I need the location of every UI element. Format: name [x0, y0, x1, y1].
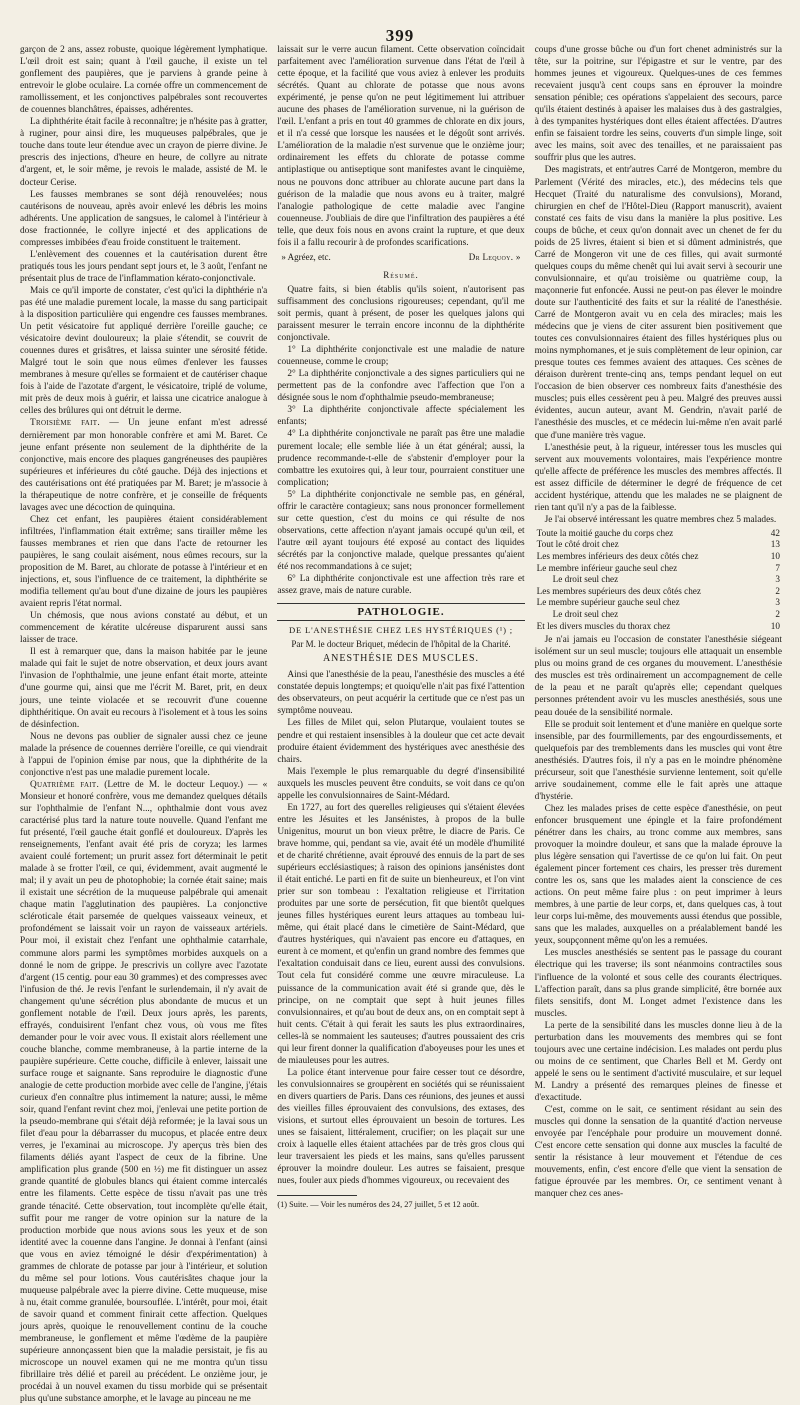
paragraph: Quatre faits, si bien établis qu'ils soient, n'autorisent pas suffisamment des conclusions rigoureuses; cependant, qu'il me soit permis, quant à présent, de poser les quelques jalons qui paraissent mesurer le terrain encore inconnu de la diphthérite conjonctivale.	[277, 284, 525, 344]
case-heading: Troisième fait.	[30, 418, 100, 429]
table-row	[535, 586, 782, 598]
table-row	[535, 551, 782, 563]
signoff-author: Dr Lequoy. »	[468, 251, 521, 262]
letter-signoff	[281, 251, 520, 263]
table-row	[535, 597, 782, 609]
paragraph: Mais l'exemple le plus remarquable du degré d'insensibilité auxquels les muscles peuvent être conduits, se voit dans ce qu'on appelle les convulsionnaires de Saint-Médard.	[277, 766, 525, 801]
paragraph: L'anesthésie peut, à la rigueur, intéresser tous les muscles qui servent aux mouvements volontaires, mais l'expérience montre qu'elle affecte de préférence les muscles des membres affectés. Il est assez difficile de déterminer le degré de fréquence de cet accident hystérique, attendu que les malades ne se plaignent de rien tant qu'il n'y a pas de la faiblesse.	[534, 442, 782, 513]
article-subhead: DE L'ANESTHÉSIE CHEZ LES HYSTÉRIQUES (¹) ;	[289, 625, 513, 636]
table-cell-value: 13	[770, 539, 780, 550]
list-item: 6° La diphthérite conjonctivale est une affection très rare et assez grave, mais de nature curable.	[277, 574, 525, 597]
paragraph: Les muscles anesthésiés se sentent pas le passage du courant électrique qui les traverse; ils sont néanmoins contractiles sous l'influence de la volonté et sous celle des courants électriques. L'affection paraît, dans sa plus grande simplicité, être bornée aux filets sensitifs, dont M. Longet admet l'existence dans les muscles.	[534, 948, 782, 1019]
article-title: ANESTHÉSIE DES MUSCLES.	[322, 653, 480, 665]
paragraph: La police étant intervenue pour faire cesser tout ce désordre, les convulsionnaires se groupèrent en sociétés qui se réunissaient en divers quartiers de Paris. Dans ces réunions, des jeunes et aussi des vieilles filles éprouvaient des convulsions, des extases, des visions, et surtout elles éprouvaient un besoin de tortures. Les unes se faisaient, littéralement, crucifier; on les plaçait sur une croix à laquelle elles étaient attachées par de très gros clous qui leur traversaient les pieds et les mains, sans qu'elles parussent éprouver la moindre douleur. Les autres se faisaient, presque nues, fouler aux pieds d'hommes vigoureux, ou recevaient des	[277, 1067, 525, 1187]
table-cell-label: Tout le côté droit chez	[536, 539, 619, 550]
list-item: 1° La diphthérite conjonctivale est une maladie de nature couenneuse, comme le croup;	[277, 345, 525, 368]
table-cell-value: 42	[770, 527, 780, 538]
paragraph-text: — Un jeune enfant m'est adressé dernièrement par mon honorable confrère et ami M. Baret. Ce jeune enfant présente non seulement de la diphthérite de la conjonctive, mais encore des plaques gangréneuses des paupières supérieures et inférieures du côté gauche. Déjà des injections et des cautérisations ont été pratiquées par M. Baret; je m'associe à la thérapeutique de notre confrère, et je conseille de fréquents lavages avec une décoction de quinquina.	[20, 418, 268, 513]
paragraph: Chez les malades prises de cette espèce d'anesthésie, on peut enfoncer brusquement une épingle et la faire profondément pénétrer dans les chairs, au tronc comme aux membres, sans provoquer la moindre douleur, et sans que la malade éprouve la plus légère sensation qui l'avertisse de ce qu'on lui fait. On peut également pincer fortement ces chairs, les presser très durement contre les os, sans que les malades aient la conscience de ces actions. On peut même faire plus : on peut imprimer à leurs membres, à une partie de leur corps, et, dans quelques cas, à tout leur corps lui-même, des mouvements aussi étendus que possible, sans que les malades, auxquelles on a préalablement bandé les yeux, soupçonnent même qu'on les a remuées.	[534, 803, 782, 947]
paragraph: Je l'ai observé intéressant les quatre membres chez 5 malades.	[544, 514, 777, 525]
paragraph-text: (Lettre de M. le docteur Lequoy.) — « Monsieur et honoré confrère, vous me demandez quelques détails sur l'ophthalmie de l'enfant N..., ophthalmie dont vous avez caractérisé plus tard la nature toute nouvelle. Quand l'enfant me fut présenté, l'œil gauche était gonflé et douloureux. D'après les renseignements, l'enfant avait été pris de coryza; les larmes avaient coulé fortement; un prurit assez fort déterminait le petit malade à se frotter l'œil, ce qui, évidemment, avait augmenté le mal; il y avait un peu de photophobie; la cornée était saine; mais il existait une sécrétion de la muqueuse palpébrale qui amenait chaque matin l'agglutination des paupières. La conjonctive scléroticale était parsemée de quelques vaisseaux veineux, et profondément se laissait voir un rayon de vaisseaux artériels. Pour moi, il existait chez l'enfant une ophthalmie catarrhale, commune alors parmi les symptômes morbides auxquels on a donné le nom de grippe. Je prescrivis un collyre avec l'azotate d'argent (15 centig. pour eau 30 grammes) et des compresses avec l'infusion de thé. Je revis l'enfant le surlendemain, il n'y avait de changement qu'une sécrétion plus abondante de mucus et un gonflement notable de l'œil. Deux jours après, les parents, effrayés, conduisirent l'enfant chez vous, où vous me fîtes demander pour le voir avec vous. Il existait alors réellement une couche blanche, comme membraneuse, à la partie interne de la paupière supérieure. Cette couche, difficile à enlever, laissait une surface rouge et saignante. Sans reproduire le diagnostic d'une analogie de cette production morbide avec celle de l'angine, j'étais curieux d'en connaître plus intimement la nature; aussi, le même soir, quand l'enfant revint chez moi, j'enlevai une petite portion de la pseudo-membrane qui s'était déjà reformée; je la lavai sous un filet d'eau pour la débarrasser du mucopus, et placée entre deux verres, je l'examinai au microscope. J'y aperçus très bien des filaments déliés ayant l'aspect de ceux de la fibrine. Une amplification plus grande (500 en ½) me fit distinguer un assez grande quantité de globules blancs qui étaient comme intercalés entre les filaments. Cette espèce de tissu n'avait pas une très grande ténacité. Cette observation, tout incomplète qu'elle était, suffit pour me ranger de votre opinion sur la nature de la production morbide que nous avions sous les yeux et de son identité avec la couenne dans l'angine. Je donnai à l'enfant (ainsi que vous en aviez témoigné le désir d'expérimentation) à grammes de chlorate de potasse par jour à l'intérieur, et solution du même sel pour lotions. Vous cautérisâtes chaque jour la muqueuse palpébrale avec la pierre divine. Cette muqueuse, mise à nu, était comme granulée, boursouflée. L'intérêt, pour moi, était de savoir quand et comment finirait cette affection. Quelques jours après, quoique le renouvellement continu de la couche membraneuse, le gonflement et même l'œdème de la paupière supérieure annonçassent bien que la maladie persistait, je fis au microscope un nouvel examen qui ne me montra qu'un tissu fibrillaire très délié et pareil au précédent. Le onzième jour, je procédai à un nouvel examen du tissu morbide qui se présentait plus qu'une substance amorphe, et le lavage au pinceau ne me	[20, 779, 268, 1405]
table-cell-label: Et les divers muscles du thorax chez	[536, 620, 671, 631]
paragraph: Des magistrats, et entr'autres Carré de Montgeron, membre du Parlement (Vérité des miracles, etc.), des médecins tels que Hecquet (Traité du naturalisme des convulsions), Morand, chirurgien en chef de l'Hôtel-Dieu (Rapport manuscrit), avaient constaté ces faits de visu dans la manière la plus positive. Les coups de bûche, et ceux qu'on donnait avec un chenet de fer du poids de 25 livres, étaient si bien et si dûment administrés, que Carré de Mongeron vit une de ces filles, qui avait surmonté quelques coups du même chenêt qui lui avait servi à secourir une convulsionnaire, et qu'au troisième ou quatrième coup, la maçonnerie fut enfoncée. Aussi ne peut-on pas élever le moindre doute sur l'authenticité des faits et sur la réalité de l'anesthésie. Carré de Montgeron avait vu en cela des miracles; mais les médecins que je viens de citer assurent bien positivement que toutes ces convulsionnaires étaient des filles hystériques plus ou moins nymphomanes, et je suis complètement de leur opinion, car presque toutes ces femmes avaient des attaques. Ces scènes de déraison durèrent trente-cinq ans, temps pendant lequel on eut l'occasion de bien observer ces nombreux faits d'anesthésie des muscles; puis elles cessèrent peu à peu. Malgré des preuves aussi évidentes, aucun auteur, avant M. Gendrin, n'avait parlé de l'anesthésie des muscles, et ce médecin lui-même n'en avait parlé que d'une manière très vague.	[534, 165, 782, 441]
table-cell-label: Le droit seul chez	[552, 609, 619, 620]
table-cell-value: 3	[775, 574, 780, 585]
table-cell-label: Le droit seul chez	[552, 574, 619, 585]
table-cell-label: Toute la moitié gauche du corps chez	[536, 527, 674, 538]
page-number: 399	[385, 26, 415, 45]
table-cell-value: 3	[775, 597, 780, 608]
paragraph: L'enlèvement des couennes et la cautérisation durent être pratiqués tous les jours pendant sept jours et, le 3 août, l'enfant ne présentait plus de trace de l'inflammation kérato-conjonctivale.	[20, 249, 268, 284]
signoff-greeting: » Agréez, etc.	[281, 251, 331, 262]
table-cell-value: 10	[770, 620, 780, 631]
paragraph: Ainsi que l'anesthésie de la peau, l'anesthésie des muscles a été constatée depuis longtemps; et quoiqu'elle n'ait pas fixé l'attention des observateurs, on peut acquérir la certitude que ce n'est pas un symptôme nouveau.	[277, 670, 525, 717]
case-heading: Quatrième fait.	[30, 779, 100, 790]
table-row	[535, 574, 782, 586]
table-cell-label: Les membres inférieurs des deux côtés chez	[536, 551, 699, 562]
paragraph: Mais ce qu'il importe de constater, c'est qu'ici la diphthérie n'a pas été une maladie purement locale, la masse du sang participait à la disposition particulière qui engendre ces fausses membranes. Un petit vésicatoire fut appliqué derrière l'oreille gauche; ce vésicatoire devint douloureux; la plaie s'étendit, se couvrit de couennes dures et grisâtres, et laissa suinter une sérosité fétide. Malgré tout le soin que nous eûmes d'enlever les fausses membranes à mesure qu'elles se formaient et de cautériser chaque fois à l'aide de l'azotate d'argent, le vésicatoire, triplé de volume, mit près de deux mois à guérir, et laissa une cicatrice analogue à celles des brûlures qui ont détruit le derme.	[20, 285, 268, 417]
table-cell-label: Les membres supérieurs des deux côtés chez	[536, 585, 701, 596]
column-1	[20, 44, 268, 1405]
paragraph: Nous ne devons pas oublier de signaler aussi chez ce jeune malade la présence de couennes derrière l'oreille, ce qui viendrait à l'appui de l'opinion émise par nous, que la diphthérite de la conjonctive n'est pas une maladie purement locale.	[20, 731, 268, 778]
paragraph: coups d'une grosse bûche ou d'un fort chenet administrés sur la tête, sur la poitrine, sur l'épigastre et sur le ventre, par des hommes jeunes et vigoureux. Quelques-unes de ces femmes recevaient jusqu'à cent coups sans en éprouver la moindre sensation pénible; ces opérations s'appelaient des secours, parce qu'ils étaient destinés à apaiser les malaises dus à des gastralgies, à des tympanites hystériques dont elles étaient affectées. D'autres enfin se faisaient tordre les seins, couverts d'un simple linge, soit avec les mains, soit avec des tenailles, et ne paraissaient pas souffrir plus que les autres.	[534, 45, 782, 164]
table-cell-value: 10	[770, 551, 780, 562]
list-item: 4° La diphthérite conjonctivale ne paraît pas être une maladie purement locale; elle semble liée à un état général; aussi, la prudence recommande-t-elle de s'abstenir d'employer pour la combattre les exutoires qui, à leur tour, pourraient constituer une complication;	[277, 429, 525, 488]
paragraph	[20, 779, 267, 1405]
table-row	[535, 621, 782, 633]
paragraph	[20, 417, 267, 513]
section-subtitle: Résumé.	[383, 269, 419, 280]
paragraph: Les filles de Milet qui, selon Plutarque, voulaient toutes se pendre et qui restaient insensibles à la douleur que cet acte devait produire étaient évidemment des hystériques avec anesthésie des chairs.	[277, 718, 525, 765]
table-cell-value: 2	[775, 609, 780, 620]
column-3	[534, 44, 782, 1200]
table-row	[535, 528, 782, 540]
footnote: (1) Suite. — Voir les numéros des 24, 27 juillet, 5 et 12 août.	[277, 1200, 480, 1210]
paragraph: Un chémosis, que nous avions constaté au début, et un commencement de kératite ulcéreuse disparurent aussi sans laisser de trace.	[20, 611, 268, 646]
table-row	[535, 539, 782, 551]
paragraph: C'est, comme on le sait, ce sentiment résidant au sein des muscles qui donne la sensation de la quantité d'action nerveuse envoyée par l'encéphale pour produire un mouvement donné. C'est encore cette sensation qui donne aux muscles la faculté de sentir la résistance à leur mouvement et l'étendue de ces mouvements, enfin, c'est encore d'elle que vient la sensation de fatigue éprouvée par les membres. Or, ce sentiment venant à manquer chez ces anes-	[534, 1105, 782, 1200]
paragraph: garçon de 2 ans, assez robuste, quoique légèrement lymphatique. L'œil droit est sain; quant à l'œil gauche, il existe un tel gonflement des paupières, que je parviens à grande peine à entrevoir le globe oculaire. La cornée offre un commencement de ramollissement, et les conjonctives palpébrales sont recouvertes de couennes blanchâtres, épaisses, adhérentes.	[20, 45, 268, 116]
table-cell-value: 7	[775, 562, 780, 573]
paragraph: Les fausses membranes se sont déjà renouvelées; nous cautérisons de nouveau, après avoir enlevé les débris les moins adhérents. Une application de sangsues, le calomel à l'intérieur à dose fractionnée, le collyre injecté et des applications de compresses imbibées d'eau froide constituent le traitement.	[20, 189, 268, 248]
paragraph: Je n'ai jamais eu l'occasion de constater l'anesthésie siégeant isolément sur un seul muscle; toujours elle attaquait un ensemble plus ou moins grand de ces organes du mouvement. L'anesthésie des muscles est très ordinairement un accompagnement de celle de la peau et ne paraît qu'après elle; cependant quelques personnes prétendent avoir vu les muscles anesthésiés, sous une peau douée de la sensibilité normale.	[534, 635, 782, 718]
table-row	[535, 609, 782, 621]
footnote-divider	[277, 1195, 357, 1196]
table-cell-value: 2	[775, 585, 780, 596]
table-cell-label: Le membre supérieur gauche seul chez	[536, 597, 680, 608]
paragraph: Il est à remarquer que, dans la maison habitée par le jeune malade qui fait le sujet de notre observation, et deux jours avant l'invasion de l'ophthalmie, une jeune enfant était morte, atteinte d'une gourme qui, ainsi que me l'écrit M. Baret, prit, en deux jours, une teinte violacée et se recouvrit d'une couenne diphthéritique. On avait eu recours à l'isolement et à tous les soins de désinfection.	[20, 647, 268, 730]
list-item: 2° La diphthérite conjonctivale a des signes particuliers qui ne permettent pas de la confondre avec l'affection que l'on a désignée sous le nom d'ophthalmie pseudo-membraneuse;	[277, 369, 525, 404]
text-columns	[20, 44, 782, 1405]
list-item: 3° La diphthérite conjonctivale affecte spécialement les enfants;	[277, 405, 525, 428]
paragraph: Chez cet enfant, les paupières étaient considérablement infiltrées, l'inflammation était extrême; sans tirailler même les fausses membranes et rien que dans l'acte de retourner les paupières, le sang coulait aisément, nous eûmes recours, sur la proposition de M. Baret, au chlorate de potasse à l'intérieur et en injections, et, sous l'influence de ce traitement, la diphthérite se modifia tellement qu'au bout d'une dizaine de jours les paupières avaient repris l'état normal.	[20, 514, 268, 610]
table-row	[535, 563, 782, 575]
paragraph: laissait sur le verre aucun filament. Cette observation coïncidait parfaitement avec l'amélioration survenue dans l'état de l'œil à cette époque, et la facilité que vous aviez à enlever les produits sécrétés. Quant au chlorate de potasse que nous avons expérimenté, je pense qu'on ne peut légitimement lui attribuer aucune des phases de l'amélioration survenue, ni la guérison de l'œil. L'enfant a pris en tout 40 grammes de chlorate en dix jours, et il n'a cessé que lorsque les nausées et le dégoût sont arrivés. L'amélioration de la maladie n'est survenue que le onzième jour; ordinairement les effets du chlorate de potasse comme antiplastique ou antiseptique sont manifestes avant le cinquième, nous ne pouvons donc attribuer au chlorate aucune part dans la guérison de la maladie que nous avons eu à traiter, malgré l'analogie pathologique de cette maladie avec l'angine couenneuse. J'oubliais de dire que l'infiltration des paupières a été telle, que deux fois nous en avons craint la rupture, et que deux fois il a fallu recourir à de profondes scarifications.	[277, 45, 525, 248]
paragraph: La perte de la sensibilité dans les muscles donne lieu à de la perturbation dans les mouvements des membres qui se font toujours avec une certaine indécision. Les malades ont perdu plus ou moins de ce sentiment, que Charles Bell et M. Gerdy ont appelé le sens ou le sentiment d'activité musculaire, et sur lequel M. Landry a présenté des remarques pleines de finesse et d'exactitude.	[534, 1020, 782, 1103]
column-2	[277, 44, 525, 1210]
paragraph: Elle se produit soit lentement et d'une manière en quelque sorte insensible, par des fourmillements, par des engourdissements, et quelquefois par des tremblements dans les muscles qui vont être anesthésiés. D'autres fois, il n'y a pas en le moindre phénomène précurseur, soit que l'anesthésie survienne lentement, soit qu'elle arrive soudainement, comme elle le fait après une attaque d'hystérie.	[534, 719, 782, 802]
paragraph: En 1727, au fort des querelles religieuses qui s'étaient élevées entre les Jésuites et les Jansénistes, à propos de la bulle Unigenitus, mourut un bon vieux prêtre, le diacre de Paris. Ce brave homme, qui, pendant sa vie, avait été un modèle d'humilité et de charité chrétienne, avait éprouvé des ennuis de la part de ses supérieurs ecclésiastiques; à raison des opinions jansénistes dont il était entiché. Le parti en fit de suite un bienheureux, et l'on vint prier sur son tombeau : l'exaltation religieuse et l'irritation produites par une sorte de persécution, fit que bientôt quelques jeunes filles hystériques eurent leurs attaques au tombeau lui-même, qui était placé dans le cimetière de Saint-Médard, que d'autres hystériques, qui n'avaient pas encore eu d'attaques, en eurent à ce moment, et qu'enfin un grand nombre des femmes que l'exaltation conduisait dans ce lieu, eurent aussi des convulsions. Tout cela fut considéré comme une œuvre miraculeuse. La puissance de la communication avait été si grande que, dès le principe, on ne comptait que sept à huit jeunes filles convulsionnaires, et qu'au bout de deux ans, on en comptait sept à huit cents. C'était à qui ferait les sauts les plus extraordinaires, celles-là se nommaient les sauteuses; d'autres poussaient des cris qui leur firent donner la qualification d'aboyeuses pour les unes et de miauleuses pour les autres.	[277, 802, 525, 1066]
paragraph: La diphthérite était facile à reconnaître; je n'hésite pas à gratter, à ruginer, pour ainsi dire, les muqueuses palpébrales, que je touche dans toute leur étendue avec un crayon de pierre divine. Je prescris des injections, d'heure en heure, de collyre au nitrate d'argent, et, le soir même, je revois le malade, assisté de M. le docteur Cerise.	[20, 117, 268, 188]
statistics-table	[535, 528, 782, 632]
table-cell-label: Le membre inférieur gauche seul chez	[536, 562, 678, 573]
section-title: PATHOLOGIE.	[277, 603, 524, 621]
list-item: 5° La diphthérite conjonctivale ne semble pas, en général, offrir le caractère contagieux; sans nous prononcer formellement sur cette question, c'est du moins ce qui résulte de nos observations, cette affection n'ayant jamais occupé qu'un œil, et l'autre œil ayant toujours été exposé au contact des liquides sécrétés par la conjonctive malade, quelque pressantes qu'aient été nos recommandations à ce sujet;	[277, 489, 525, 572]
article-byline: Par M. le docteur Briquet, médecin de l'hôpital de la Charité.	[291, 639, 511, 650]
